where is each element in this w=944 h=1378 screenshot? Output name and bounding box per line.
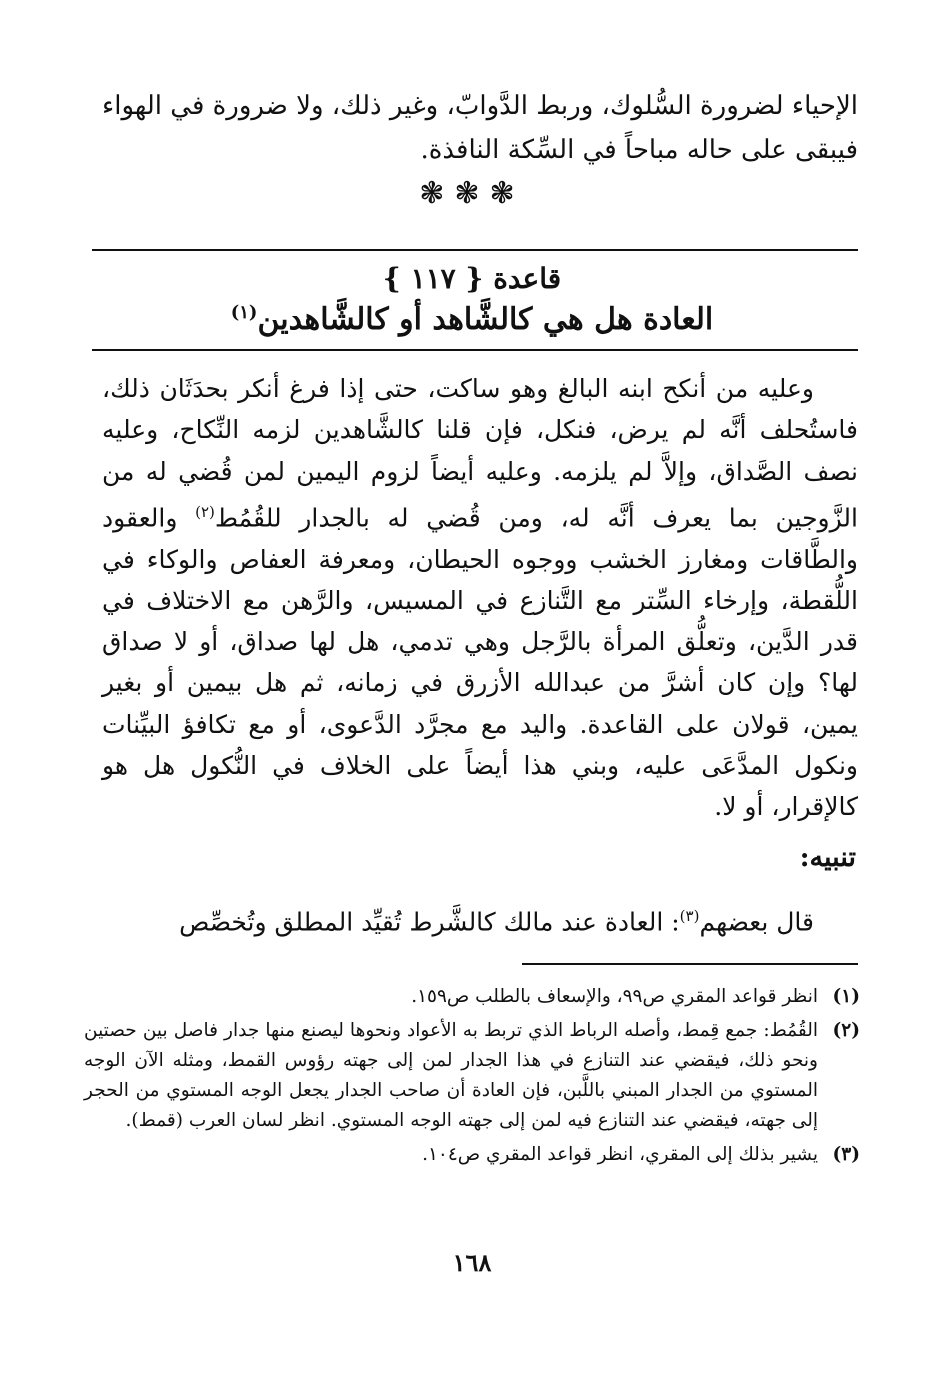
note-paragraph: [102, 896, 858, 942]
footnote-number: (٢): [832, 1020, 860, 1041]
rule-title: [0, 302, 944, 337]
heading-top-rule: [92, 249, 858, 251]
note-text-part-a: قال بعضهم: [699, 907, 814, 937]
footnote-ref-3[interactable]: (٣): [679, 907, 700, 925]
footnote-text: انظر قواعد المقري ص٩٩، والإسعاف بالطلب ص١٥٩.: [411, 986, 818, 1007]
intro-text: الإحياء لضرورة السُّلوك، وربط الدَّوابّ، وغير ذلك، ولا ضرورة في الهواء فيبقى على حاله مباحاً في السِّكة النافذة.: [102, 91, 858, 165]
rule-title-text: العادة هل هي كالشَّاهد أو كالشَّاهدين: [257, 302, 714, 337]
footnote-text: يشير بذلك إلى المقري، انظر قواعد المقري ص١٠٤.: [422, 1144, 818, 1165]
footnote-item: [84, 982, 860, 1012]
body-paragraph: [102, 368, 858, 828]
section-separator: ❃❃❃: [419, 176, 525, 211]
note-text-part-b: : العادة عند مالك كالشَّرط تُقيِّد المطلق وتُخصِّص: [179, 907, 680, 937]
footnotes: [84, 982, 860, 1174]
intro-paragraph: [102, 84, 858, 172]
footnote-ref-1[interactable]: (١): [230, 302, 258, 323]
body-text-part-a: وعليه من أنكح ابنه البالغ وهو ساكت، حتى إذا فرغ أنكر بحدَثَان ذلك، فاستُحلف أنَّه لم يرض، فنكل، فإن قلنا كالشَّاهدين لزمه النِّكاح، وعليه نصف الصَّداق، وإلاَّ لم يلزمه. وعليه أيضاً لزوم اليمين لمن قُضي له من الزَّوجين بما يعرف أنَّه له، ومن قُضي له بالجدار للقُمُط: [102, 374, 858, 533]
footnote-item: [84, 1140, 860, 1170]
footnote-text: القُمُط: جمع قِمط، وأصله الرباط الذي تربط به الأعواد ونحوها ليصنع منها جدار فاصل بين حصتين ونحو ذلك، فيقضي عند التنازع في هذا الجدار لمن إلى جهته رؤوس القمط، ومثله الآن الوجه المستوي من الجدار المبني باللَّبن، فإن العادة أن صاحب الجدار يجعل الوجه المستوي من الحجر إلى جهته، فيقضي عند التنازع فيه لمن إلى جهته الوجه المستوي. انظر لسان العرب (قمط).: [84, 1020, 818, 1131]
footnote-item: [84, 1016, 860, 1136]
footnote-divider: [522, 963, 858, 965]
footnote-ref-2[interactable]: (٢): [195, 502, 215, 521]
note-heading: تنبيه:: [799, 842, 856, 873]
footnote-number: (١): [832, 986, 860, 1007]
note-text: [102, 896, 858, 942]
body-text-part-b: والعقود والطَّاقات ومغارز الخشب ووجوه الحيطان، ومعرفة العفاص والوكاء في اللُّقطة، وإرخاء السِّتر مع التَّنازع في المسيس، والرَّهن مع الاختلاف في قدر الدَّين، وتعلُّق المرأة بالرَّجل وهي تدمي، هل لها صداق، أو لا صداق لها؟ وإن كان أشرَّ من عبدالله الأزرق في زمانه، ثم هل بيمين أو بغير يمين، قولان على القاعدة. واليد مع مجرَّد الدَّعوى، أو مع تكافؤ البيِّنات ونكول المدَّعَى عليه، وبني هذا أيضاً على الخلاف في النُّكول هل هو كالإقرار، أو لا.: [102, 503, 858, 822]
rule-number: قاعدة { ١١٧ }: [382, 262, 562, 295]
footnote-number: (٣): [832, 1144, 860, 1165]
heading-bottom-rule: [92, 349, 858, 351]
body-text: [102, 368, 858, 828]
page-number: ١٦٨: [452, 1248, 492, 1277]
